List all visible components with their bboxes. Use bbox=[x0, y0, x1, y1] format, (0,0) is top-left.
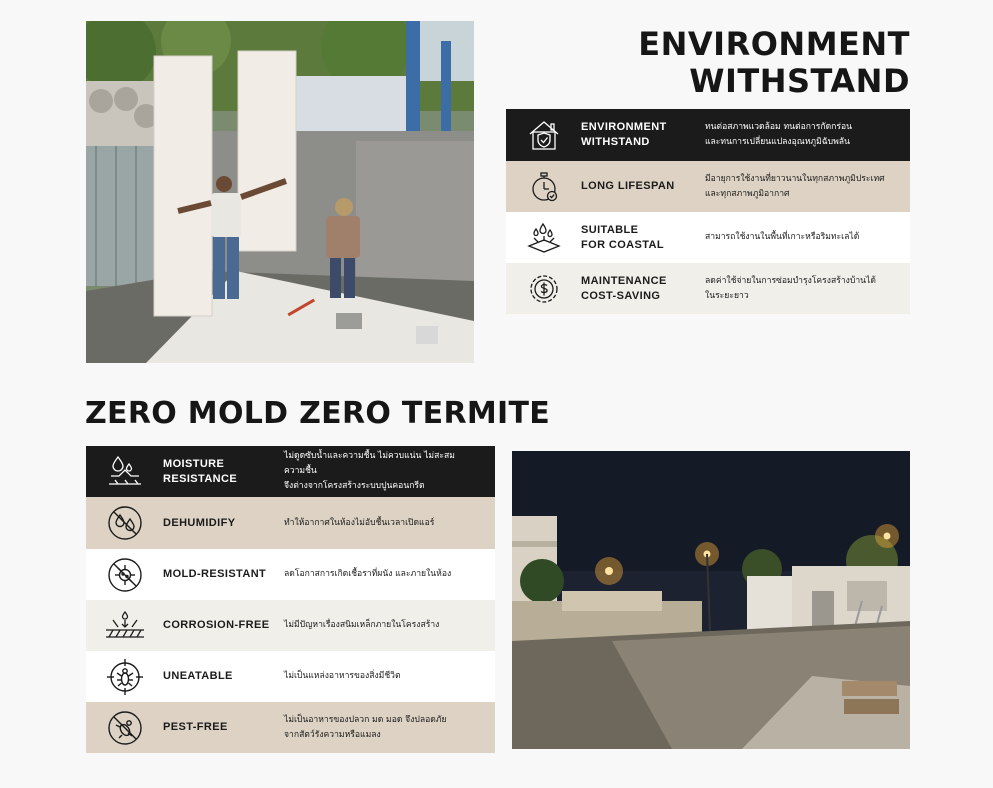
feature-label: MAINTENANCE COST-SAVING bbox=[581, 274, 667, 302]
feature-row-environment-withstand bbox=[506, 109, 910, 161]
dollar-gear-icon bbox=[506, 272, 581, 306]
feature-description: ทำให้อากาศในห้องไม่อับชื้นเวลาเปิดแอร์ bbox=[284, 517, 435, 528]
mold-termite-title: ZERO MOLD ZERO TERMITE bbox=[85, 396, 551, 431]
corrosion-free-icon bbox=[86, 610, 163, 642]
no-mold-icon bbox=[86, 556, 163, 594]
mold-termite-features-table bbox=[86, 446, 495, 753]
feature-label: MOISTURE RESISTANCE bbox=[163, 457, 238, 485]
feature-description: สามารถใช้งานในพื้นที่เกาะหรือริมทะเลได้ bbox=[705, 232, 860, 242]
feature-label: LONG LIFESPAN bbox=[581, 180, 675, 192]
feature-label: SUITABLE FOR COASTAL bbox=[581, 223, 665, 251]
stopwatch-check-icon bbox=[506, 170, 581, 204]
feature-row-moisture-resistance bbox=[86, 446, 495, 497]
photo-panel-installation bbox=[86, 21, 474, 363]
feature-description: ไม่มีปัญหาเรื่องสนิมเหล็กภายในโครงสร้าง bbox=[284, 620, 440, 630]
environment-title-line1: ENVIRONMENT bbox=[638, 25, 910, 63]
feature-row-suitable-for-coastal bbox=[506, 212, 910, 263]
no-pest-icon bbox=[86, 709, 163, 747]
feature-label: DEHUMIDIFY bbox=[163, 516, 236, 529]
feature-label: UNEATABLE bbox=[163, 670, 233, 682]
feature-label: PEST-FREE bbox=[163, 721, 228, 733]
environment-title-line2: WITHSTAND bbox=[689, 62, 910, 100]
feature-description: ลดค่าใช้จ่ายในการซ่อมบำรุงโครงสร้างบ้านได้ ในระยะยาว bbox=[705, 275, 876, 301]
feature-row-long-lifespan bbox=[506, 161, 910, 212]
feature-description: ไม่ดูดซับน้ำและความชื้น ไม่ควบแน่น ไม่สะสมความชื้น จึงต่างจากโครงสร้างระบบปูนคอนกรีต bbox=[284, 451, 455, 491]
feature-row-maintenance-cost-saving bbox=[506, 263, 910, 314]
no-drops-icon bbox=[86, 504, 163, 542]
feature-description: ทนต่อสภาพแวดล้อม ทนต่อการกัดกร่อน และทนการเปลี่ยนแปลงอุณหภูมิฉับพลัน bbox=[705, 122, 853, 147]
feature-row-dehumidify bbox=[86, 497, 495, 549]
feature-description: ไม่เป็นแหล่งอาหารของสิ่งมีชีวิต bbox=[284, 671, 401, 681]
house-shield-icon bbox=[506, 118, 581, 152]
feature-label: MOLD-RESISTANT bbox=[163, 568, 267, 580]
photo-night-modular-homes bbox=[512, 451, 910, 749]
feature-row-pest-free bbox=[86, 702, 495, 753]
feature-label: ENVIRONMENT WITHSTAND bbox=[581, 121, 667, 148]
no-termite-icon bbox=[86, 658, 163, 696]
feature-description: ลดโอกาสการเกิดเชื้อราที่ผนัง และภายในห้อง bbox=[284, 569, 452, 579]
feature-row-corrosion-free bbox=[86, 600, 495, 651]
environment-features-table bbox=[506, 109, 910, 314]
water-drop-surface-icon bbox=[506, 221, 581, 255]
feature-row-uneatable bbox=[86, 651, 495, 702]
feature-label: CORROSION-FREE bbox=[163, 619, 270, 631]
feature-row-mold-resistant bbox=[86, 549, 495, 600]
moisture-drop-icon bbox=[86, 454, 163, 490]
feature-description: มีอายุการใช้งานที่ยาวนานในทุกสภาพภูมิประเทศ และทุกสภาพภูมิอากาศ bbox=[705, 173, 885, 199]
feature-description: ไม่เป็นอาหารของปลวก มด มอด จึงปลอดภัย จากสัตว์รังความหรือแมลง bbox=[284, 714, 447, 740]
environment-title bbox=[638, 26, 910, 100]
